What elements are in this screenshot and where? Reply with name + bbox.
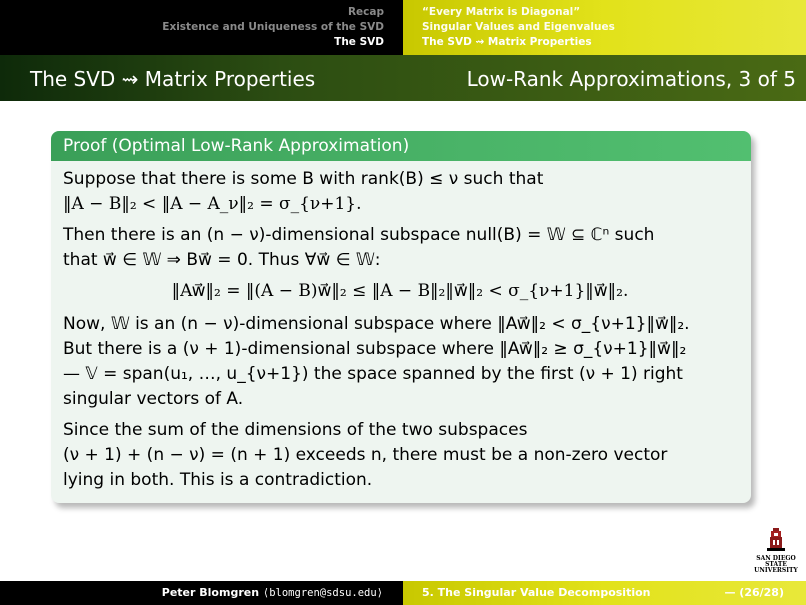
text-line: Then there is an (n − ν)-dimensional subspace null(B) = 𝕎 ⊆ ℂⁿ such xyxy=(63,225,655,245)
nav-subsection-eigenvalues[interactable]: Singular Values and Eigenvalues xyxy=(422,21,615,33)
text-line: Since the sum of the dimensions of the two subspaces xyxy=(63,420,528,440)
text-line: singular vectors of A. xyxy=(63,389,244,409)
logo-text-line: SAN DIEGO STATE xyxy=(756,555,796,568)
paragraph-null-space xyxy=(63,223,737,273)
author-name: Peter Blomgren xyxy=(161,586,260,599)
footer-talk-info xyxy=(403,581,806,605)
section-title: The SVD ⇝ Matrix Properties xyxy=(30,67,316,91)
proof-block xyxy=(51,131,751,503)
proof-title: Proof (Optimal Low-Rank Approximation) xyxy=(51,131,751,161)
top-navigation xyxy=(0,0,806,55)
footer-author xyxy=(0,581,403,605)
text-line: But there is a (ν + 1)-dimensional subspace where ‖Aw⃗‖₂ ≥ σ_{ν+1}‖w⃗‖₂ xyxy=(63,339,687,359)
footer xyxy=(0,581,806,605)
nav-subsection-diagonal[interactable]: “Every Matrix is Diagonal” xyxy=(422,6,581,18)
text-line: — 𝕍 = span(u₁, …, u_{ν+1}) the space spanned by the first (ν + 1) right xyxy=(63,364,683,384)
nav-section-svd[interactable]: The SVD xyxy=(334,36,384,48)
text-line: that w⃗ ∈ 𝕎 ⇒ Bw⃗ = 0. Thus ∀w⃗ ∈ 𝕎: xyxy=(63,250,381,270)
logo-text xyxy=(748,556,804,574)
paragraph-subspaces xyxy=(63,312,737,412)
display-equation: ‖Aw⃗‖₂ = ‖(A − B)w⃗‖₂ ≤ ‖A − B‖₂‖w⃗‖₂ < σ_{ν+1}‖w⃗‖₂. xyxy=(171,281,629,301)
text-line: (ν + 1) + (n − ν) = (n + 1) exceeds n, there must be a non-zero vector xyxy=(63,445,668,465)
paragraph-contradiction xyxy=(63,418,737,493)
nav-section-recap[interactable]: Recap xyxy=(347,6,384,18)
talk-title: 5. The Singular Value Decomposition xyxy=(422,586,651,599)
university-logo xyxy=(748,527,804,574)
nav-subsections xyxy=(403,0,806,55)
text-line: lying in both. This is a contradiction. xyxy=(63,470,373,490)
logo-text-line: UNIVERSITY xyxy=(754,567,798,574)
text-line: Now, 𝕎 is an (n − ν)-dimensional subspace where ‖Aw⃗‖₂ < σ_{ν+1}‖w⃗‖₂. xyxy=(63,314,690,334)
campanile-icon xyxy=(765,527,787,551)
nav-sections xyxy=(0,0,403,55)
author-email: ⟨blomgren@sdsu.edu⟩ xyxy=(262,587,383,599)
frame-title: Low-Rank Approximations, 3 of 5 xyxy=(466,67,796,91)
proof-body xyxy=(51,161,751,503)
nav-section-existence[interactable]: Existence and Uniqueness of the SVD xyxy=(162,21,384,33)
text-line: Suppose that there is some B with rank(B) ≤ ν such that xyxy=(63,169,544,189)
frame-title-bar xyxy=(0,55,806,101)
page-number: — (26/28) xyxy=(724,586,784,599)
text-line: ‖A − B‖₂ < ‖A − A_ν‖₂ = σ_{ν+1}. xyxy=(63,194,362,214)
nav-subsection-matrix-properties[interactable]: The SVD ⇝ Matrix Properties xyxy=(422,36,592,48)
paragraph-assumption xyxy=(63,167,737,217)
